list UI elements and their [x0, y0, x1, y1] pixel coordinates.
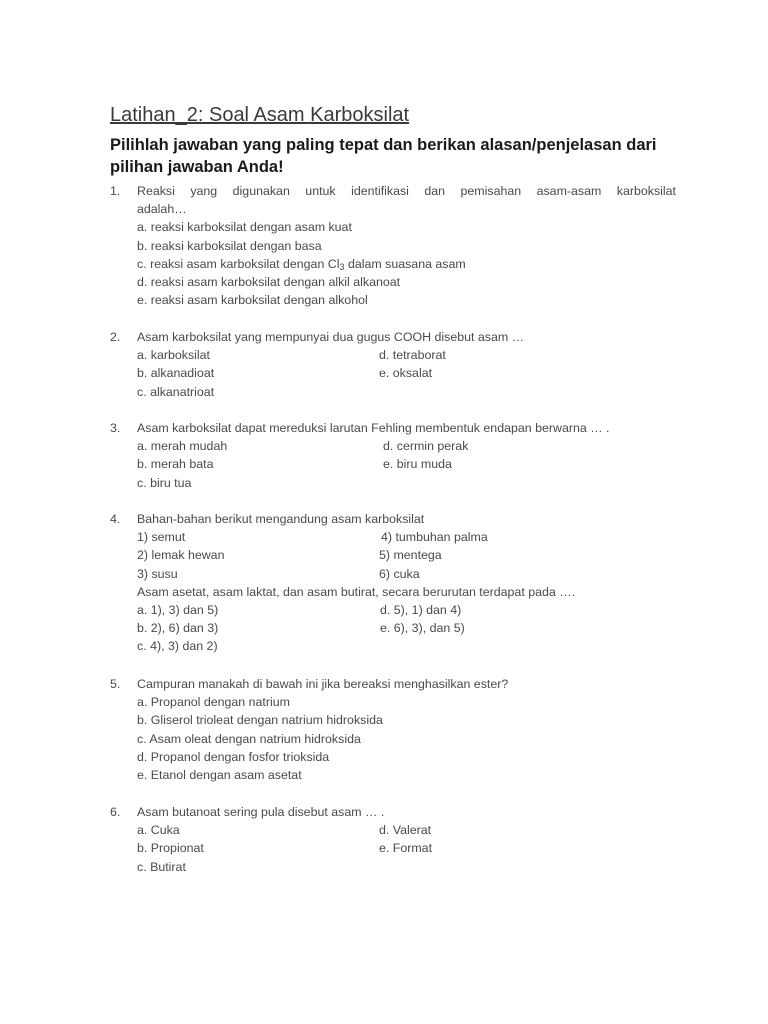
- answer-option-e: e. Format: [379, 841, 433, 856]
- answer-option-a: a. reaksi karboksilat dengan asam kuat: [137, 220, 352, 235]
- question-stem: Reaksi yang digunakan untuk identifikasi dan pemisahan asam-asam karboksilat: [137, 184, 676, 198]
- answer-option-d: d. Valerat: [379, 823, 432, 838]
- answer-option-c: c. Asam oleat dengan natrium hidroksida: [137, 731, 361, 746]
- subscript: 3: [339, 261, 345, 272]
- question-stem: Asam butanoat sering pula disebut asam … .: [137, 805, 385, 819]
- list-item-4: 4) tumbuhan palma: [381, 530, 488, 545]
- answer-option-e: e. reaksi asam karboksilat dengan alkohol: [137, 293, 368, 308]
- question-number: 6.: [110, 805, 121, 819]
- list-item-6: 6) cuka: [379, 566, 420, 581]
- list-item-3: 3) susu: [137, 566, 178, 581]
- question-number: 4.: [110, 512, 121, 526]
- answer-option-a: a. karboksilat: [137, 348, 211, 363]
- question-3: [0, 419, 768, 492]
- answer-option-e: e. oksalat: [379, 366, 433, 381]
- answer-option-d: d. 5), 1) dan 4): [380, 602, 462, 617]
- question-4: [0, 510, 768, 656]
- answer-option-b: b. 2), 6) dan 3): [137, 621, 219, 636]
- question-6: [0, 803, 768, 876]
- answer-option-c: c. Butirat: [137, 859, 186, 874]
- answer-option-b: b. merah bata: [137, 457, 214, 472]
- question-2: [0, 328, 768, 401]
- answer-option-d: d. Propanol dengan fosfor trioksida: [137, 749, 330, 764]
- question-number: 3.: [110, 421, 121, 435]
- answer-option-c: c. alkanatrioat: [137, 384, 215, 399]
- answer-option-d: d. tetraborat: [379, 348, 446, 363]
- instruction-text: Pilihlah jawaban yang paling tepat dan berikan alasan/penjelasan dari pilihan jawaban Anda!: [110, 136, 657, 176]
- question-stem: Asam karboksilat dapat mereduksi larutan Fehling membentuk endapan berwarna … .: [137, 421, 610, 435]
- question-number: 5.: [110, 677, 121, 691]
- answer-option-d: d. reaksi asam karboksilat dengan alkil alkanoat: [137, 274, 401, 289]
- answer-option-c: c. biru tua: [137, 475, 192, 490]
- answer-option-e: e. biru muda: [383, 457, 452, 472]
- question-stem: Campuran manakah di bawah ini jika bereaksi menghasilkan ester?: [137, 677, 509, 691]
- page-title: Latihan_2: Soal Asam Karboksilat: [110, 104, 410, 126]
- answer-option-a: a. Propanol dengan natrium: [137, 695, 290, 710]
- question-stem: Bahan-bahan berikut mengandung asam karboksilat: [137, 512, 425, 526]
- answer-option-c: c. 4), 3) dan 2): [137, 639, 218, 654]
- answer-option-e: e. 6), 3), dan 5): [380, 621, 465, 636]
- answer-option-b: b. Propionat: [137, 841, 204, 856]
- question-stem: Asam karboksilat yang mempunyai dua gugus COOH disebut asam …: [137, 330, 525, 344]
- answer-option-b: b. alkanadioat: [137, 366, 215, 381]
- list-item-5: 5) mentega: [379, 548, 442, 563]
- question-stem-secondary: Asam asetat, asam laktat, dan asam butirat, secara berurutan terdapat pada ….: [137, 584, 576, 599]
- question-5: [0, 675, 768, 784]
- question-number: 2.: [110, 330, 121, 344]
- answer-option-a: a. 1), 3) dan 5): [137, 602, 219, 617]
- answer-option-c: c. reaksi asam karboksilat dengan $Cl_3$ dalam suasana asam: [137, 256, 466, 272]
- question-number: 1.: [110, 184, 121, 198]
- answer-option-a: a. merah mudah: [137, 439, 228, 454]
- list-item-1: 1) semut: [137, 530, 186, 545]
- answer-option-b: b. reaksi karboksilat dengan basa: [137, 238, 322, 253]
- question-stem-continued: adalah…: [137, 202, 187, 217]
- answer-option-b: b. Gliserol trioleat dengan natrium hidroksida: [137, 713, 383, 728]
- question-1: [0, 182, 768, 309]
- answer-option-a: a. Cuka: [137, 823, 180, 838]
- list-item-2: 2) lemak hewan: [137, 548, 225, 563]
- answer-option-e: e. Etanol dengan asam asetat: [137, 767, 302, 782]
- answer-option-d: d. cermin perak: [383, 439, 469, 454]
